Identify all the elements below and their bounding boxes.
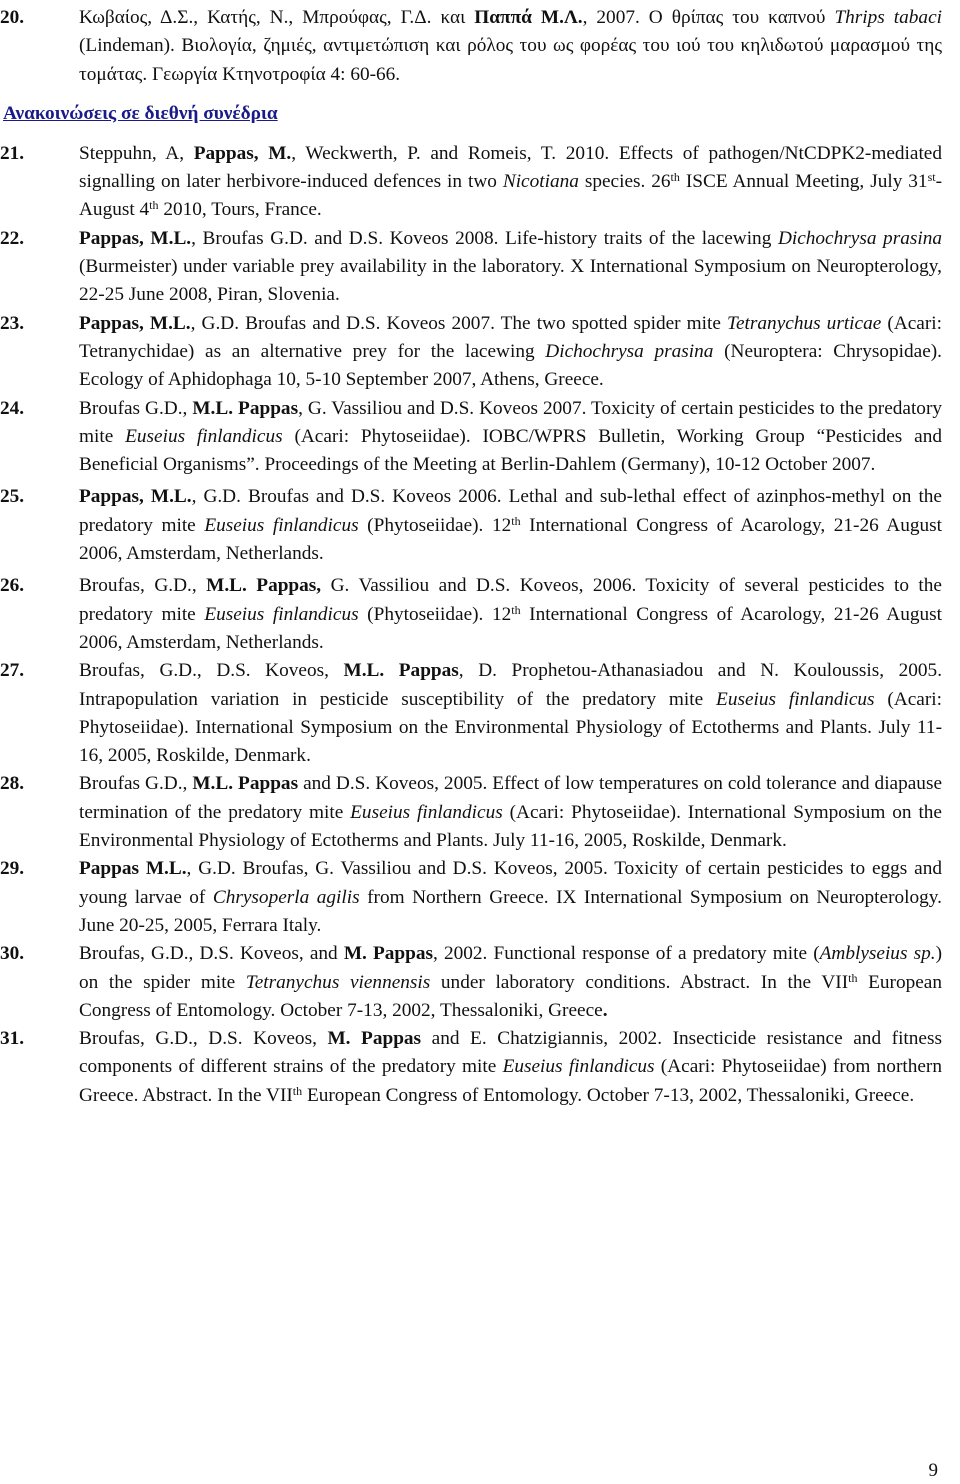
reference-text: Broufas, G.D., D.S. Koveos,: [79, 660, 344, 682]
italic-text: Euseius finlandicus: [350, 801, 503, 823]
reference-text: , 2002. Functional response of a predatory mite (: [433, 943, 820, 965]
reference-text: , G.D. Broufas and D.S. Koveos 2006. Lethal and sub-lethal effect of azinphos-methyl on the predatory mite: [79, 486, 942, 536]
reference-text: (Acari: Phytoseiidae). International Symposium on the Environmental Physiology of Ectotherms and Plants. July 11-16, 2005, Roskilde, Denmark.: [79, 688, 942, 767]
reference-text: (Lindeman). Βιολογία, ζημιές, αντιμετώπιση και ρόλος του ως φορέας του ιού του κηλιδωτού μαρασμού της τομάτας. Γεωργία Κτηνοτροφία 4: 60-66.: [79, 35, 942, 85]
italic-text: Thrips tabaci: [834, 7, 942, 28]
reference-text: -August 4: [79, 171, 942, 221]
reference-item: [0, 770, 942, 855]
reference-text: , G.D. Broufas, G. Vassiliou and D.S. Koveos, 2005. Toxicity of certain pesticides to eggs and young larvae of: [79, 858, 942, 908]
reference-item: [0, 657, 942, 770]
reference-text: Broufas, G.D.,: [79, 575, 207, 597]
reference-number: 28.: [0, 773, 25, 795]
reference-number: 20.: [0, 7, 25, 28]
reference-text: Broufas, G.D., D.S. Koveos, and: [79, 943, 344, 965]
reference-text: st: [927, 170, 936, 185]
bold-text: M.L. Pappas: [192, 397, 299, 419]
reference-text: , D. Prophetou-Athanasiadou and N. Kouloussis, 2005. Intrapopulation variation in pesticide susceptibility of the predatory mite: [79, 660, 943, 710]
reference-number: 21.: [0, 142, 25, 164]
reference-item: [0, 855, 942, 940]
reference-text: (Phytoseiidae). 12: [358, 603, 512, 625]
reference-text: , Weckwerth, P. and Romeis, T. 2010. Effects of pathogen/NtCDPK2-mediated signalling on later herbivore-induced defences in two: [79, 142, 943, 193]
italic-text: Dichochrysa prasina: [545, 340, 714, 362]
reference-text: (Phytoseiidae). 12: [358, 514, 512, 536]
reference-text: , G.D. Broufas and D.S. Koveos 2007. The two spotted spider mite: [190, 312, 728, 334]
reference-text: Broufas, G.D., D.S. Koveos,: [79, 1028, 328, 1050]
reference-text: th: [149, 198, 159, 213]
reference-number: 24.: [0, 397, 25, 419]
reference-number: 23.: [0, 312, 25, 334]
reference-text: ISCE Annual Meeting, July 31: [679, 171, 928, 193]
reference-text: , 2007. Ο θρίπας του καπνού: [582, 7, 835, 28]
reference-item: [0, 1025, 942, 1110]
italic-text: Euseius finlandicus: [204, 514, 359, 536]
reference-text: Broufas G.D.,: [79, 773, 193, 795]
reference-text: 2010, Tours, France.: [158, 199, 322, 221]
reference-number: 22.: [0, 227, 25, 249]
reference-text: International Congress of Acarology, 21-26 August 2006, Amsterdam, Netherlands.: [79, 603, 942, 653]
italic-text: Chrysoperla agilis: [212, 886, 360, 908]
reference-number: 25.: [0, 486, 25, 508]
reference-text: Steppuhn, A,: [79, 142, 194, 164]
reference-text: , G. Vassiliou and D.S. Koveos 2007. Toxicity of certain pesticides to the predatory mite: [79, 397, 943, 447]
italic-text: Amblyseius sp.: [819, 943, 936, 965]
reference-text: th: [670, 170, 680, 185]
italic-text: Nicotiana: [502, 171, 579, 193]
reference-text: (Acari: Phytoseiidae). International Symposium on the Environmental Physiology of Ectotherms and Plants. July 11-16, 2005, Roskilde, Denmark.: [79, 801, 942, 852]
bold-text: M.L. Pappas: [343, 660, 459, 682]
reference-number: 31.: [0, 1028, 25, 1050]
reference-text: species. 26: [578, 171, 671, 193]
reference-text: European Congress of Entomology. October 7-13, 2002, Thessaloniki, Greece.: [302, 1084, 915, 1106]
reference-text: and D.S. Koveos, 2005. Effect of low temperatures on cold tolerance and diapause termination of the predatory mite: [79, 773, 943, 823]
reference-number: 26.: [0, 575, 25, 597]
bold-text: M.L. Pappas,: [206, 575, 322, 597]
reference-text: G. Vassiliou and D.S. Koveos, 2006. Toxicity of several pesticides to the predatory mite: [79, 575, 942, 625]
reference-text: under laboratory conditions. Abstract. In the VII: [430, 971, 849, 993]
bold-text: .: [602, 999, 608, 1021]
reference-text: (Neuroptera: Chrysopidae). Ecology of Aphidophaga 10, 5-10 September 2007, Athens, Greece.: [79, 340, 942, 391]
reference-item: [0, 4, 942, 89]
bold-text: Pappas M.L.: [79, 858, 187, 880]
italic-text: Tetranychus viennensis: [245, 971, 431, 993]
bold-text: Pappas, M.L.: [79, 227, 192, 249]
reference-text: (Acari: Tetranychidae) as an alternative prey for the lacewing: [79, 312, 942, 362]
reference-text: and E. Chatzigiannis, 2002. Insecticide resistance and fitness components of different strains of the predatory mite: [79, 1028, 942, 1078]
reference-item: [0, 140, 942, 225]
reference-text: th: [848, 970, 858, 985]
bold-text: M.L. Pappas: [192, 773, 299, 795]
reference-text: European Congress of Entomology. October 7-13, 2002, Thessaloniki, Greece: [79, 971, 942, 1021]
reference-text: , Broufas G.D. and D.S. Koveos 2008. Life-history traits of the lacewing: [191, 227, 778, 249]
italic-text: Euseius finlandicus: [204, 603, 359, 625]
reference-item: [0, 572, 942, 657]
reference-text: th: [292, 1083, 303, 1098]
reference-number: 27.: [0, 660, 25, 682]
reference-number: 30.: [0, 943, 25, 965]
bold-text: Pappas, M.L.: [79, 486, 192, 508]
bold-text: Pappas, M.: [193, 142, 292, 164]
reference-text: (Burmeister) under variable prey availability in the laboratory. X International Symposium on Neuropterology, 22-25 June 2008, Piran, Slovenia.: [79, 256, 942, 306]
reference-text: th: [511, 513, 521, 528]
bold-text: Pappas, M.L.: [79, 312, 191, 334]
reference-list: [0, 4, 942, 1110]
bold-text: M. Pappas: [343, 943, 434, 965]
reference-item: [0, 225, 942, 310]
reference-text: from Northern Greece. IX International Symposium on Neuropterology. June 20-25, 2005, Ferrara Italy.: [79, 886, 942, 936]
reference-number: 29.: [0, 858, 25, 880]
section-heading-row: [0, 89, 942, 140]
reference-item: [0, 483, 942, 568]
italic-text: Tetranychus urticae: [727, 312, 882, 334]
section-heading: Ανακοινώσεις σε διεθνή συνέδρια: [3, 103, 278, 125]
reference-item: [0, 940, 942, 1025]
page-number: 9: [928, 1460, 938, 1481]
reference-item: [0, 395, 942, 480]
bold-text: M. Pappas: [327, 1028, 422, 1050]
reference-text: Κωβαίος, Δ.Σ., Κατής, Ν., Μπρούφας, Γ.Δ. και: [79, 7, 475, 28]
italic-text: Dichochrysa prasina: [777, 227, 942, 249]
reference-text: Broufas G.D.,: [79, 397, 193, 419]
italic-text: Euseius finlandicus: [502, 1056, 655, 1078]
reference-text: ) on the spider mite: [79, 943, 942, 993]
italic-text: Euseius finlandicus: [716, 688, 875, 710]
reference-item: [0, 310, 942, 395]
bold-text: Παππά Μ.Λ.: [474, 7, 583, 28]
reference-text: th: [511, 602, 521, 617]
reference-text: International Congress of Acarology, 21-26 August 2006, Amsterdam, Netherlands.: [79, 514, 942, 565]
reference-text: (Acari: Phytoseiidae). IOBC/WPRS Bulletin, Working Group “Pesticides and Beneficial Organisms”. Proceedings of the Meeting at Berlin-Dahlem (Germany), 10-12 October 2007.: [79, 425, 942, 476]
italic-text: Euseius finlandicus: [125, 425, 283, 447]
reference-text: (Acari: Phytoseiidae) from northern Greece. Abstract. In the VII: [79, 1056, 942, 1106]
